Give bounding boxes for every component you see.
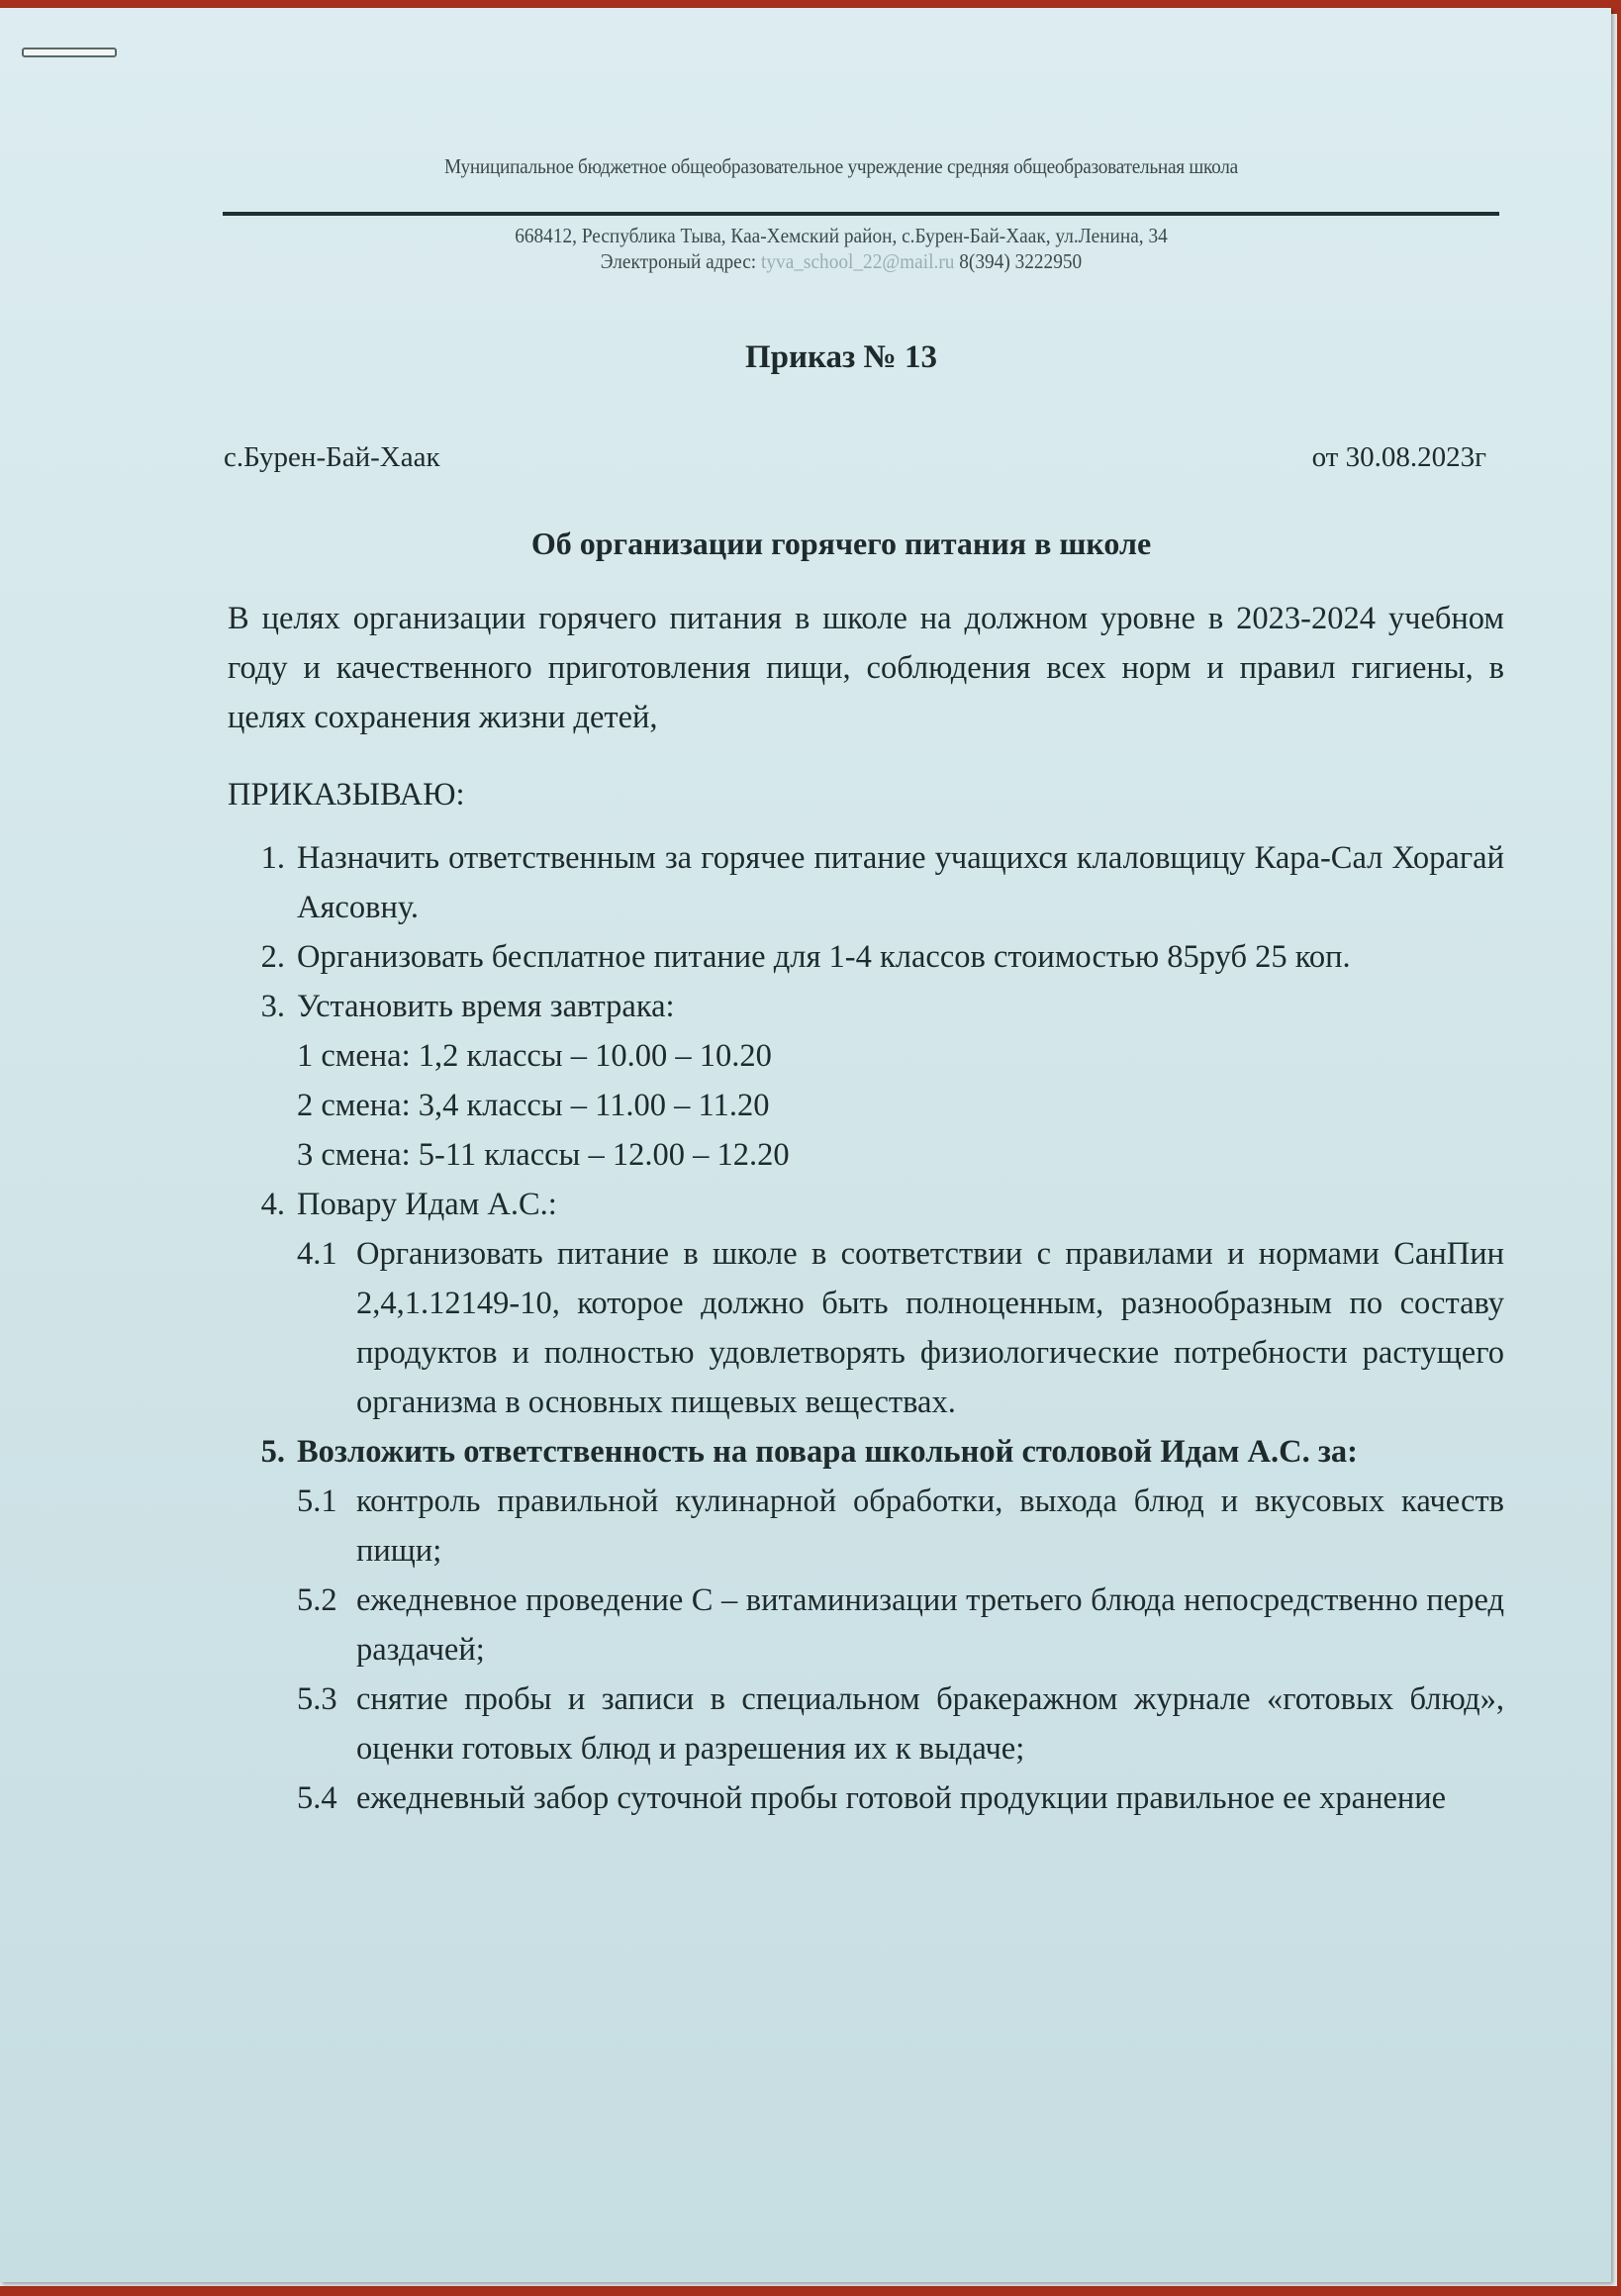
schedule-line: 2 смена: 3,4 классы – 11.00 – 11.20 (297, 1088, 770, 1123)
contact-email: tyva_school_22@mail.ru (761, 249, 955, 273)
list-item (228, 1427, 1504, 1477)
sub-item-text: Организовать питание в школе в соответствии с правилами и нормами СанПин 2,4,1.12149-10, которое должно быть полноценным, разнообразным по составу продуктов и полностью удовлетворять физиологические потребности растущего организма в основных пищевых веществах. (356, 1236, 1504, 1420)
list-item (228, 833, 1504, 932)
schedule-line: 3 смена: 5-11 классы – 12.00 – 12.20 (297, 1137, 790, 1173)
schedule-line: 1 смена: 1,2 классы – 10.00 – 10.20 (297, 1038, 772, 1074)
header-organization: Муниципальное бюджетное общеобразовательное учреждение средняя общеобразовательная школа (444, 154, 1238, 178)
item-number: 1. (260, 840, 285, 876)
document-date: от 30.08.2023г (1311, 441, 1486, 473)
item-text: Организовать бесплатное питание для 1-4 классов стоимостью 85руб 25 коп. (297, 939, 1351, 975)
item-number: 2. (260, 939, 285, 975)
order-word: ПРИКАЗЫВАЮ: (228, 777, 465, 813)
sub-item-number: 4.1 (297, 1236, 337, 1272)
item-text: Повару Идам А.С.: (297, 1187, 557, 1222)
document-title: Приказ № 13 (745, 339, 937, 375)
contact-phone: 8(394) 3222950 (959, 249, 1083, 273)
item-number: 4. (260, 1187, 285, 1222)
list-item (228, 1180, 1504, 1229)
sub-item (228, 1773, 1504, 1823)
document-place: с.Бурен-Бай-Хаак (224, 441, 440, 473)
sub-item (228, 1477, 1504, 1576)
header-contact (249, 249, 1433, 274)
item-text: Возложить ответственность на повара школьной столовой Идам А.С. за: (297, 1434, 1359, 1470)
intro-paragraph: В целях организации горячего питания в школе на должном уровне в 2023-2024 учебном году и качественного приготовления пищи, соблюдения всех норм и правил гигиены, в целях сохранения жизни детей, (228, 601, 1504, 735)
sub-item-number: 5.3 (297, 1681, 337, 1717)
sub-item-text: ежедневный забор суточной пробы готовой продукции правильное ее хранение (356, 1780, 1447, 1816)
header-divider (223, 212, 1499, 216)
item-number: 3. (260, 989, 285, 1024)
sub-item-text: снятие пробы и записи в специальном бракеражном журнале «готовых блюд», оценки готовых блюд и разрешения их к выдаче; (356, 1681, 1504, 1767)
item-text: Установить время завтрака: (297, 989, 675, 1024)
sub-item (228, 1229, 1504, 1427)
sub-item-number: 5.1 (297, 1483, 337, 1519)
staple-icon (22, 48, 117, 57)
order-list (228, 833, 1504, 1823)
item-number: 5. (260, 1434, 285, 1470)
item-text: Назначить ответственным за горячее питание учащихся клаловщицу Кара-Сал Хорагай Аясовну. (297, 840, 1504, 925)
header-address: 668412, Республика Тыва, Каа-Хемский район, с.Бурен-Бай-Хаак, ул.Ленина, 34 (515, 224, 1168, 247)
sub-item (228, 1576, 1504, 1674)
document-page (0, 8, 1611, 2282)
sub-item-number: 5.2 (297, 1582, 337, 1618)
list-item (228, 932, 1504, 982)
sub-item-number: 5.4 (297, 1780, 337, 1816)
sub-item-text: ежедневное проведение С – витаминизации третьего блюда непосредственно перед раздачей; (356, 1582, 1504, 1668)
document-subject: Об организации горячего питания в школе (530, 526, 1152, 561)
sub-item (228, 1674, 1504, 1773)
document-body (228, 594, 1504, 1823)
contact-label: Электроный адрес: (600, 249, 757, 273)
sub-item-text: контроль правильной кулинарной обработки, выхода блюд и вкусовых качеств пищи; (356, 1483, 1504, 1569)
list-item (228, 982, 1504, 1031)
